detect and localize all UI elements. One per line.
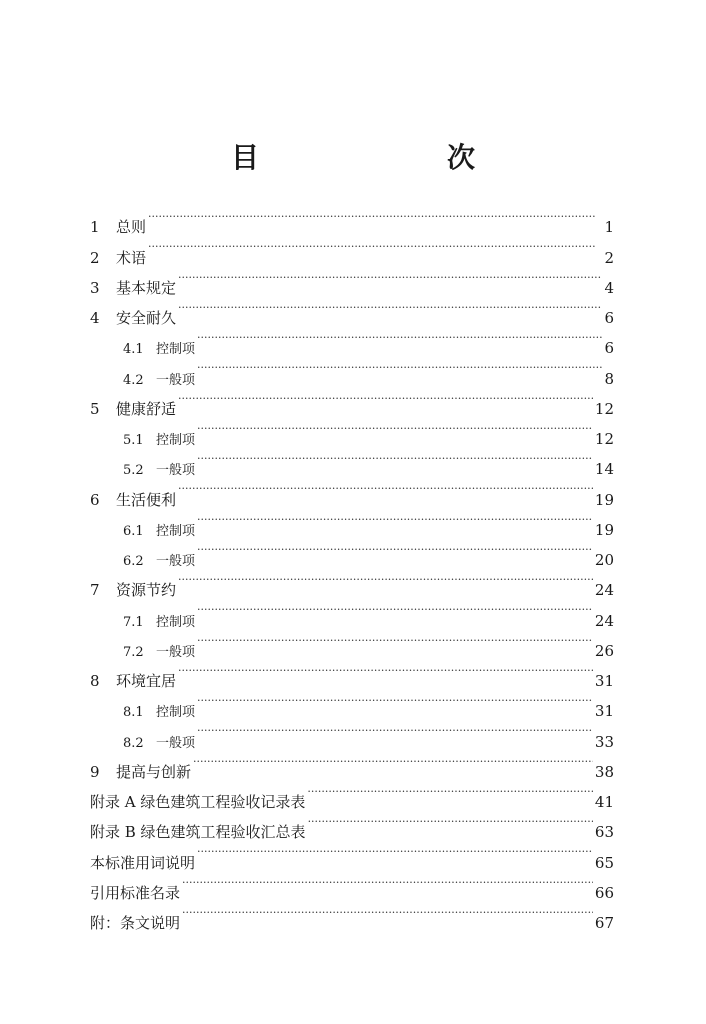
- toc-entry-label: 基本规定: [116, 278, 177, 297]
- toc-entry-number: 5.2: [123, 463, 144, 479]
- toc-entry-label: 控制项: [156, 705, 196, 721]
- toc-entry-page: 63: [594, 823, 614, 842]
- toc-entry-page: 65: [594, 853, 614, 872]
- toc-leader-dots: [193, 747, 593, 777]
- toc-entry-label: 本标准用词说明: [90, 853, 196, 872]
- page-title: 目 次: [230, 141, 519, 174]
- toc-entry-page: 67: [594, 914, 614, 932]
- toc-entry-number: 6.2: [123, 554, 144, 569]
- toc-leader-dots: [178, 384, 593, 414]
- toc-entry-label: 安全耐久: [116, 309, 177, 327]
- toc-leader-dots: [197, 686, 593, 716]
- toc-entry-page: 19: [594, 490, 614, 509]
- toc-entry-label: 控制项: [156, 433, 196, 448]
- toc-entry-number: 7.2: [123, 644, 144, 660]
- toc-entry-label: 一般项: [156, 463, 196, 479]
- toc-entry-number: 4.1: [123, 342, 144, 358]
- toc-entry-number: 8: [90, 672, 100, 690]
- toc-leader-dots: [307, 777, 593, 807]
- toc-entry-number: 5.1: [123, 433, 144, 448]
- toc-entry-number: 8.2: [123, 735, 144, 751]
- toc-entry-page: 6: [604, 309, 614, 327]
- toc-entry-label: 环境宜居: [116, 672, 177, 690]
- toc-entry-label: 一般项: [156, 372, 196, 388]
- toc-entry-number: 3: [90, 278, 100, 297]
- toc-entry-page: 26: [594, 641, 614, 660]
- toc-entry-page: 31: [594, 702, 614, 721]
- toc-leader-dots: [197, 414, 593, 444]
- toc-leader-dots: [197, 837, 593, 867]
- toc-entry-number: 6: [90, 490, 100, 509]
- toc-entry-number: 4.2: [123, 372, 144, 388]
- toc-entry-page: 24: [594, 581, 614, 600]
- toc-entry-page: 33: [594, 732, 614, 751]
- toc-entry-page: 66: [594, 883, 614, 902]
- toc-leader-dots: [197, 353, 602, 383]
- toc-leader-dots: [197, 505, 593, 535]
- toc-entry-number: 4: [90, 309, 100, 327]
- toc-entry-page: 4: [604, 278, 614, 297]
- toc-entry-number: 6.1: [123, 523, 144, 539]
- toc-entry-label: 控制项: [156, 523, 196, 539]
- toc-entry-label: 附录 A 绿色建筑工程验收记录表: [90, 793, 306, 811]
- toc-leader-dots: [178, 474, 593, 504]
- toc-leader-dots: [148, 202, 602, 232]
- toc-entry-page: 38: [594, 762, 614, 781]
- toc-entry-page: 24: [594, 611, 614, 630]
- toc-entry-page: 2: [604, 248, 614, 267]
- toc-entry-number: 2: [90, 248, 100, 267]
- toc-entry[interactable]: [90, 232, 614, 267]
- toc-entry-page: 12: [594, 430, 614, 448]
- toc-leader-dots: [197, 323, 602, 353]
- toc-entry-label: 一般项: [156, 735, 196, 751]
- toc-entry-label: 提高与创新: [116, 762, 192, 781]
- toc-entry-number: 5: [90, 399, 100, 418]
- toc-entry-label: 控制项: [156, 342, 196, 358]
- toc-entry-number: 7: [90, 581, 100, 600]
- toc-entry-label: 引用标准名录: [90, 883, 181, 902]
- toc-entry[interactable]: [90, 202, 614, 237]
- toc-entry-page: 20: [594, 551, 614, 569]
- toc-leader-dots: [178, 263, 602, 293]
- toc-entry-page: 1: [604, 218, 614, 237]
- toc-entry-page: 31: [594, 672, 614, 690]
- toc-entry-label: 总则: [116, 218, 147, 237]
- toc-entry-label: 生活便利: [116, 490, 177, 509]
- table-of-contents: [90, 202, 614, 932]
- toc-leader-dots: [178, 565, 593, 595]
- toc-entry-number: 7.1: [123, 614, 144, 630]
- toc-entry-label: 控制项: [156, 614, 196, 630]
- toc-entry-number: 9: [90, 762, 100, 781]
- toc-leader-dots: [182, 868, 593, 898]
- toc-entry-label: 附录 B 绿色建筑工程验收汇总表: [90, 823, 306, 842]
- toc-entry-number: 8.1: [123, 705, 144, 721]
- toc-leader-dots: [197, 595, 593, 625]
- toc-leader-dots: [197, 716, 593, 746]
- toc-entry-page: 41: [594, 793, 614, 811]
- toc-leader-dots: [178, 293, 602, 323]
- toc-entry[interactable]: [90, 263, 614, 297]
- toc-entry-page: 6: [604, 339, 614, 358]
- toc-entry-label: 健康舒适: [116, 399, 177, 418]
- toc-entry-page: 12: [594, 399, 614, 418]
- toc-leader-dots: [197, 535, 593, 565]
- toc-leader-dots: [182, 898, 593, 928]
- toc-entry-label: 一般项: [156, 554, 196, 569]
- toc-entry-page: 8: [604, 369, 614, 388]
- toc-leader-dots: [178, 656, 593, 686]
- toc-entry-label: 一般项: [156, 644, 196, 660]
- toc-leader-dots: [148, 232, 602, 262]
- toc-entry-label: 附：条文说明: [90, 914, 181, 932]
- toc-entry-label: 资源节约: [116, 581, 177, 600]
- toc-leader-dots: [308, 807, 593, 837]
- toc-leader-dots: [197, 626, 593, 656]
- toc-entry-page: 19: [594, 520, 614, 539]
- toc-entry-page: 14: [594, 460, 614, 479]
- toc-entry-label: 术语: [116, 248, 147, 267]
- toc-leader-dots: [197, 444, 593, 474]
- toc-entry-number: 1: [90, 218, 100, 237]
